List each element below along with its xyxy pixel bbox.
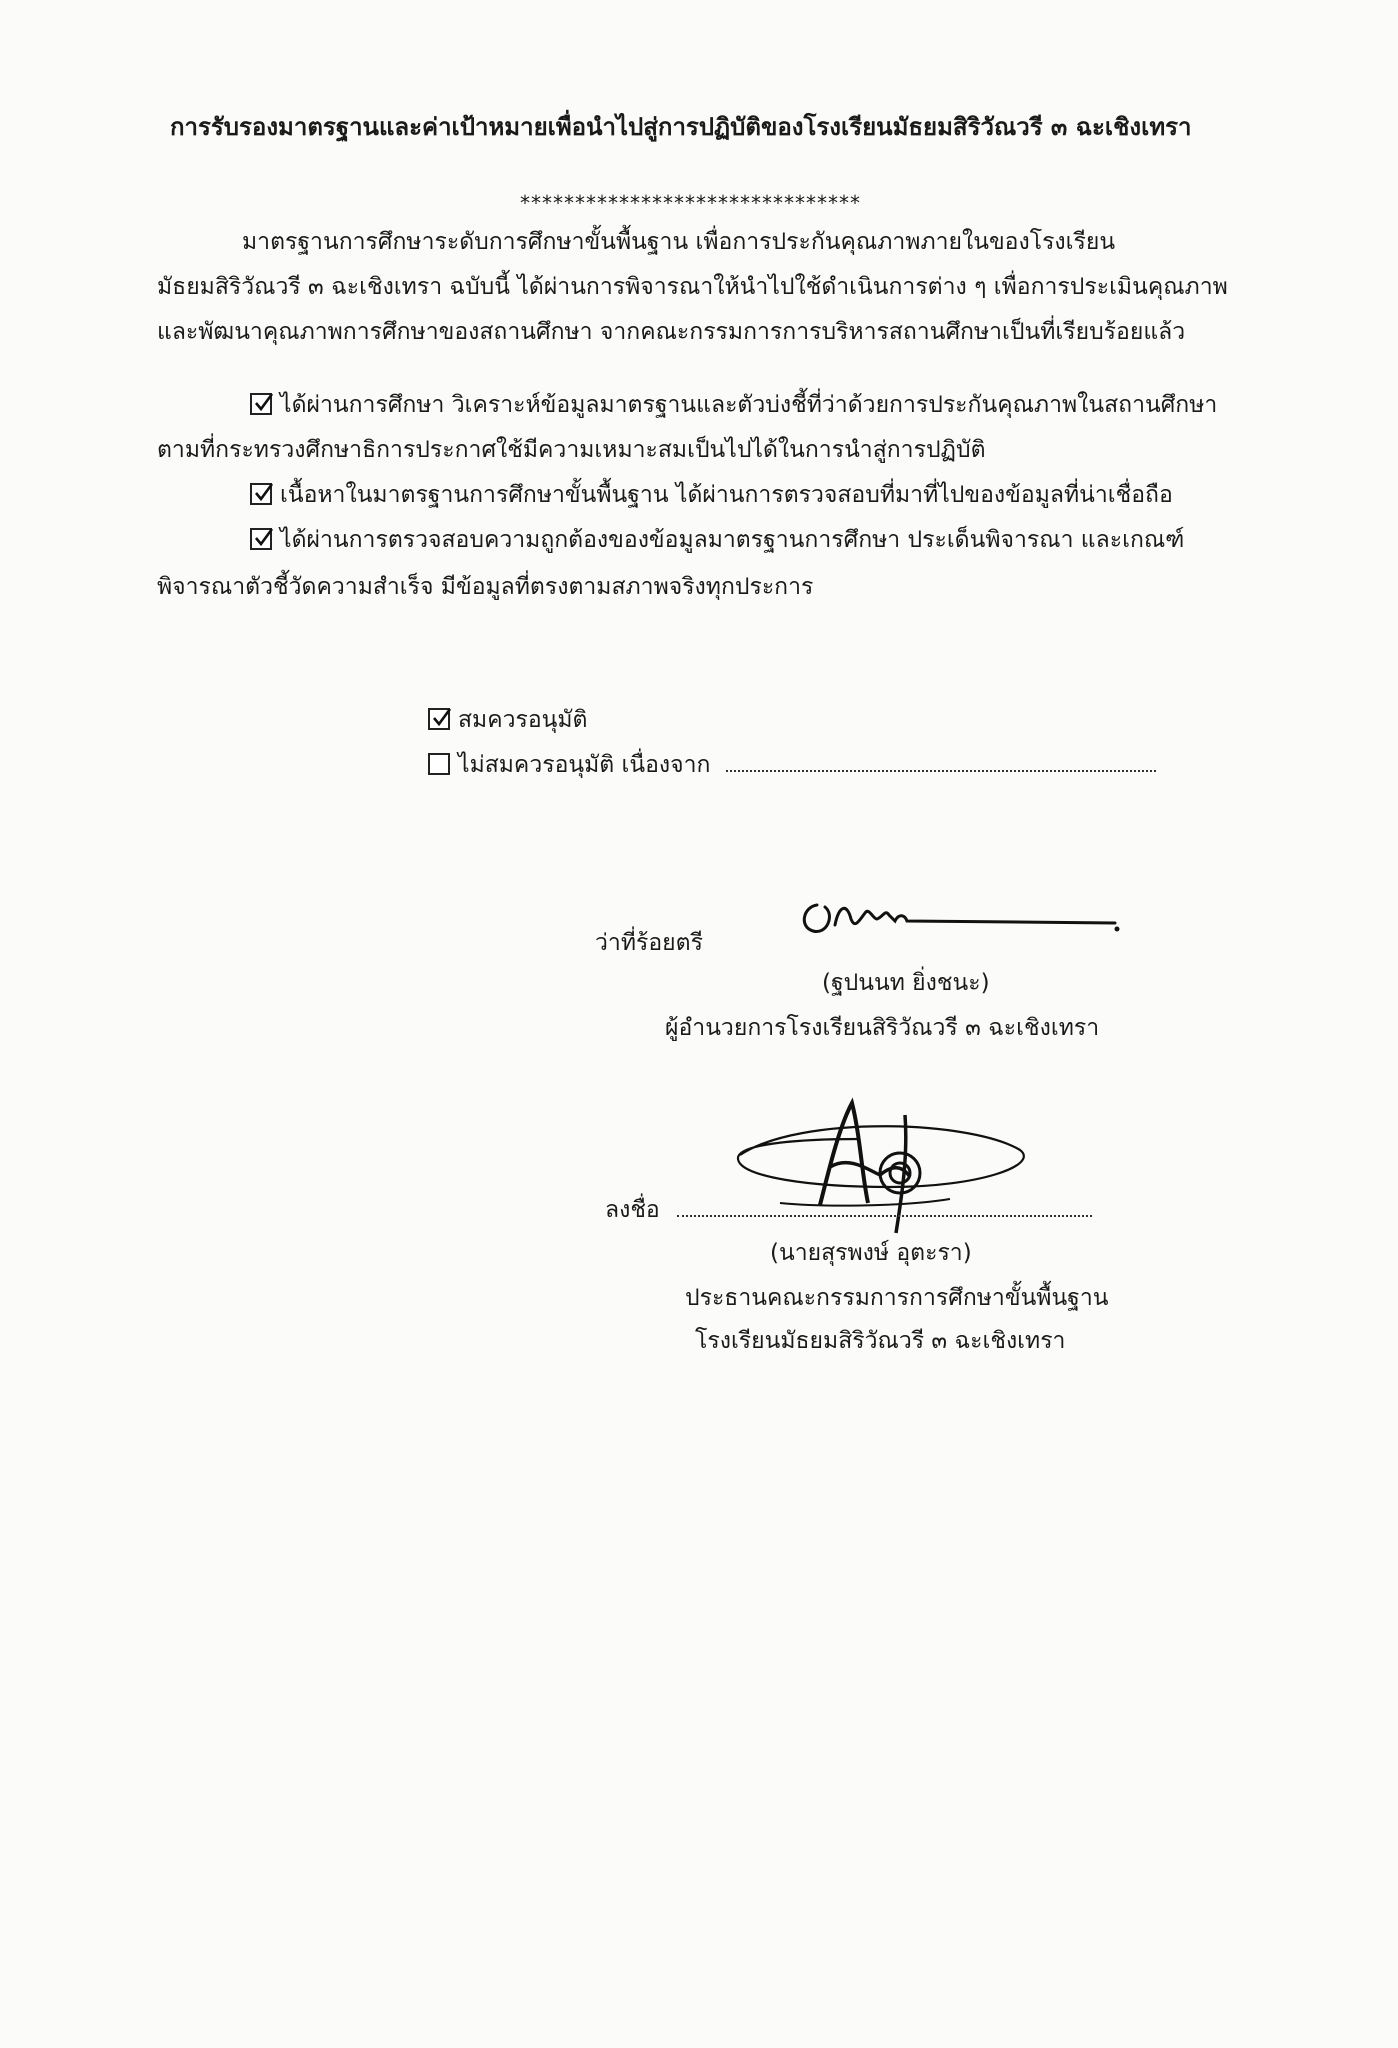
checkbox-checked-icon	[250, 393, 272, 415]
signer2-sign-row	[605, 1195, 1092, 1225]
checkbox-unchecked-icon	[428, 753, 450, 775]
signer1-position: ผู้อำนวยการโรงเรียนสิริวัณวรี ๓ ฉะเชิงเทรา	[665, 1015, 1100, 1041]
check-item-2	[250, 480, 1173, 510]
signature-dotted-line	[677, 1197, 1092, 1217]
check-item-1-text: ได้ผ่านการศึกษา วิเคราะห์ข้อมูลมาตรฐานและตัวบ่งชี้ที่ว่าด้วยการประกันคุณภาพในสถานศึกษา	[280, 392, 1218, 418]
intro-line-2: มัธยมสิริวัณวรี ๓ ฉะเชิงเทรา ฉบับนี้ ได้ผ่านการพิจารณาให้นำไปใช้ดำเนินการต่าง ๆ เพื่อการประเมินคุณภาพ	[157, 274, 1228, 300]
sign-label: ลงชื่อ	[605, 1197, 660, 1223]
document-title: การรับรองมาตรฐานและค่าเป้าหมายเพื่อนำไปสู่การปฏิบัติของโรงเรียนมัธยมสิริวัณวรี ๓ ฉะเชิงเทรา	[170, 113, 1192, 141]
check-item-3-continuation: พิจารณาตัวชี้วัดความสำเร็จ มีข้อมูลที่ตรงตามสภาพจริงทุกประการ	[157, 574, 814, 600]
signature-1-icon	[795, 885, 1125, 955]
signer1-rank: ว่าที่ร้อยตรี	[595, 930, 703, 956]
intro-line-1: มาตรฐานการศึกษาระดับการศึกษาขั้นพื้นฐาน เพื่อการประกันคุณภาพภายในของโรงเรียน	[242, 229, 1116, 255]
intro-line-3: และพัฒนาคุณภาพการศึกษาของสถานศึกษา จากคณะกรรมการการบริหารสถานศึกษาเป็นที่เรียบร้อยแล้ว	[157, 319, 1186, 345]
signer1-name: (ฐปนนท ยิ่งชนะ)	[822, 970, 990, 996]
reject-option	[428, 750, 1156, 780]
checkbox-checked-icon	[250, 528, 272, 550]
approve-option-label: สมควรอนุมัติ	[458, 707, 588, 733]
separator: *******************************	[520, 191, 861, 215]
check-item-3-text: ได้ผ่านการตรวจสอบความถูกต้องของข้อมูลมาตรฐานการศึกษา ประเด็นพิจารณา และเกณฑ์	[280, 527, 1185, 553]
reason-dotted-line	[726, 752, 1156, 772]
checkbox-checked-icon	[428, 708, 450, 730]
signer2-position: ประธานคณะกรรมการการศึกษาขั้นพื้นฐาน	[685, 1285, 1109, 1311]
checkbox-checked-icon	[250, 483, 272, 505]
signer2-school: โรงเรียนมัธยมสิริวัณวรี ๓ ฉะเชิงเทรา	[695, 1328, 1066, 1354]
approve-option	[428, 705, 588, 735]
check-item-1	[250, 390, 1217, 420]
check-item-1-continuation: ตามที่กระทรวงศึกษาธิการประกาศใช้มีความเหมาะสมเป็นไปได้ในการนำสู่การปฏิบัติ	[157, 437, 986, 463]
reject-option-label: ไม่สมควรอนุมัติ เนื่องจาก	[458, 752, 711, 778]
check-item-2-text: เนื้อหาในมาตรฐานการศึกษาขั้นพื้นฐาน ได้ผ่านการตรวจสอบที่มาที่ไปของข้อมูลที่น่าเชื่อถือ	[280, 482, 1173, 508]
signer2-name: (นายสุรพงษ์ อุตะรา)	[770, 1240, 972, 1266]
check-item-3	[250, 525, 1184, 555]
